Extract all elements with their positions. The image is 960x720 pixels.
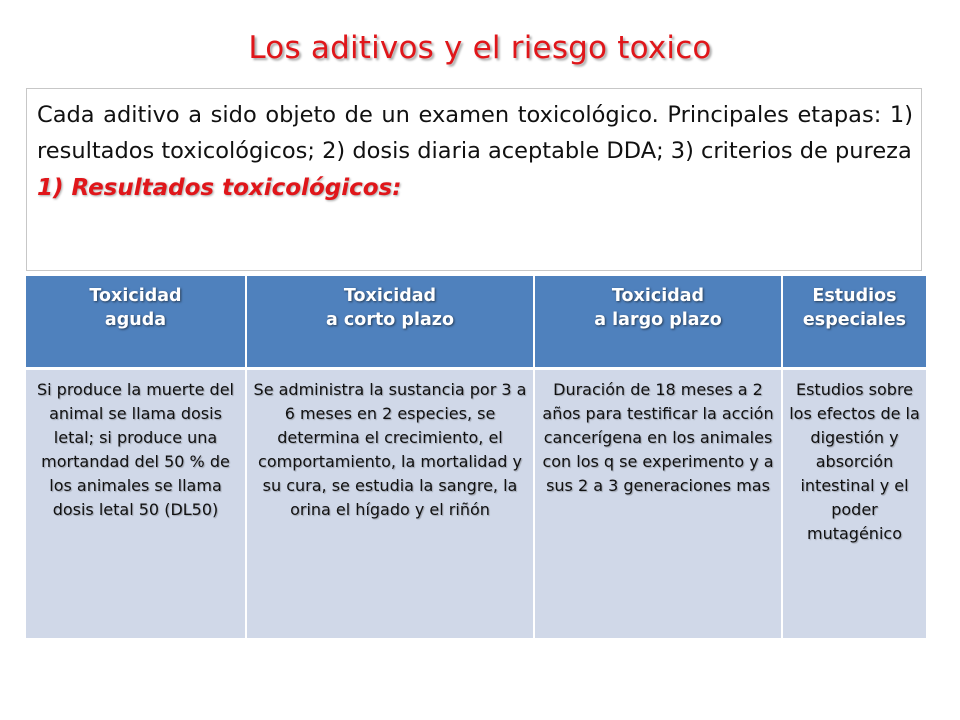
header-line: Toxicidad [611, 286, 705, 306]
table-header-row [26, 276, 926, 368]
header-short-term-toxicity [246, 276, 534, 368]
header-line: aguda [104, 310, 167, 330]
cell-acute-toxicity: Si produce la muerte del animal se llama dosis letal; si produce una mortandad del 50 % de los animales se llama dosis letal 50 (DL50) [26, 368, 246, 638]
header-long-term-toxicity [534, 276, 782, 368]
header-line: Toxicidad [89, 286, 182, 306]
section-heading: 1) Resultados toxicológicos: [37, 175, 402, 201]
header-line: a corto plazo [326, 310, 454, 330]
cell-short-term-toxicity: Se administra la sustancia por 3 a 6 meses en 2 especies, se determina el crecimiento, el comportamiento, la mortalidad y su cura, se estudia la sangre, la orina el hígado y el riñón [246, 368, 534, 638]
cell-long-term-toxicity: Duración de 18 meses a 2 años para testificar la acción cancerígena en los animales con los q se experimento y a sus 2 a 3 generaciones mas [534, 368, 782, 638]
intro-paragraph: Cada aditivo a sido objeto de un examen toxicológico. Principales etapas: 1) resultados toxicológicos; 2) dosis diaria aceptable DDA; 3) criterios de pureza [37, 102, 913, 164]
header-special-studies [782, 276, 926, 368]
header-line: Toxicidad [343, 286, 437, 306]
header-line: especiales [802, 310, 907, 330]
header-line: a largo plazo [594, 310, 722, 330]
intro-text-box [26, 88, 922, 271]
header-acute-toxicity [26, 276, 246, 368]
table-row [26, 368, 926, 638]
cell-special-studies: Estudios sobre los efectos de la digestión y absorción intestinal y el poder mutagénico [782, 368, 926, 638]
toxicity-table [26, 276, 926, 638]
slide-title: Los aditivos y el riesgo toxico [248, 30, 712, 66]
header-line: Estudios [812, 286, 897, 306]
